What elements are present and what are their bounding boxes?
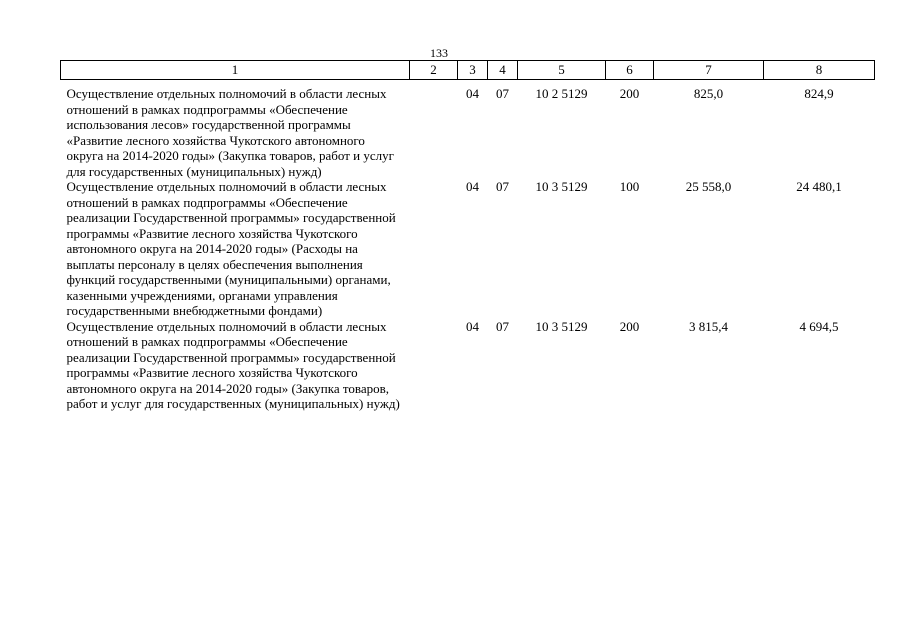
- row-name: Осуществление отдельных полномочий в области лесных отношений в рамках подпрограммы «Обеспечение реализации Государственной программы» государственной программы «Развитие лесного хозяйства Чукотского автономного округа на 2014-2020 годы» (Закупка товаров, работ и услуг для государственных (муниципальных) нужд): [66, 318, 400, 411]
- row-target-article: 10 2 5129: [535, 86, 588, 101]
- row-expense-type: 200: [619, 86, 640, 101]
- row-subsection: 07: [496, 179, 509, 194]
- row-name: Осуществление отдельных полномочий в области лесных отношений в рамках подпрограммы «Обеспечение реализации Государственной программы» государственной программы «Развитие лесного хозяйства Чукотского автономного округа на 2014-2020 годы» (Расходы на выплаты персоналу в целях обеспечения выполнения функций государственными (муниципальными) органами, казенными учреждениями, органами управления государственными внебюджетными фондами): [66, 179, 396, 318]
- row-amount-7: 825,0: [693, 86, 724, 101]
- row-subsection: 07: [496, 318, 509, 334]
- header-col-8: 8: [764, 61, 875, 80]
- budget-table: [60, 60, 875, 412]
- row-col-2: [410, 179, 458, 319]
- row-amount-7: 25 558,0: [685, 179, 732, 194]
- row-col-2: [410, 319, 458, 412]
- row-subsection: 07: [496, 86, 509, 101]
- header-col-4: 4: [488, 61, 518, 80]
- row-col-2: [410, 80, 458, 180]
- row-name: Осуществление отдельных полномочий в области лесных отношений в рамках подпрограммы «Обеспечение использования лесов» государственной программы «Развитие лесного хозяйства Чукотского автономного округа на 2014-2020 годы» (Закупка товаров, работ и услуг для государственных (муниципальных) нужд): [66, 86, 394, 179]
- header-row: [61, 61, 875, 80]
- header-col-7: 7: [654, 61, 764, 80]
- table-row: [61, 319, 875, 412]
- header-col-6: 6: [606, 61, 654, 80]
- header-col-5: 5: [518, 61, 606, 80]
- table-row: [61, 179, 875, 319]
- page-number: 133: [430, 46, 448, 60]
- row-target-article: 10 3 5129: [535, 318, 588, 334]
- row-section: 04: [466, 179, 479, 194]
- header-col-2: 2: [410, 61, 458, 80]
- row-expense-type: 100: [619, 179, 640, 194]
- row-section: 04: [466, 86, 479, 101]
- header-col-3: 3: [458, 61, 488, 80]
- table-row: [61, 80, 875, 180]
- row-amount-8: 4 694,5: [799, 318, 839, 334]
- row-target-article: 10 3 5129: [535, 179, 588, 194]
- header-col-1: 1: [61, 61, 410, 80]
- row-amount-8: 824,9: [804, 86, 834, 101]
- row-section: 04: [466, 318, 479, 334]
- row-amount-7: 3 815,4: [689, 318, 728, 334]
- row-amount-8: 24 480,1: [796, 179, 842, 194]
- row-expense-type: 200: [619, 318, 640, 334]
